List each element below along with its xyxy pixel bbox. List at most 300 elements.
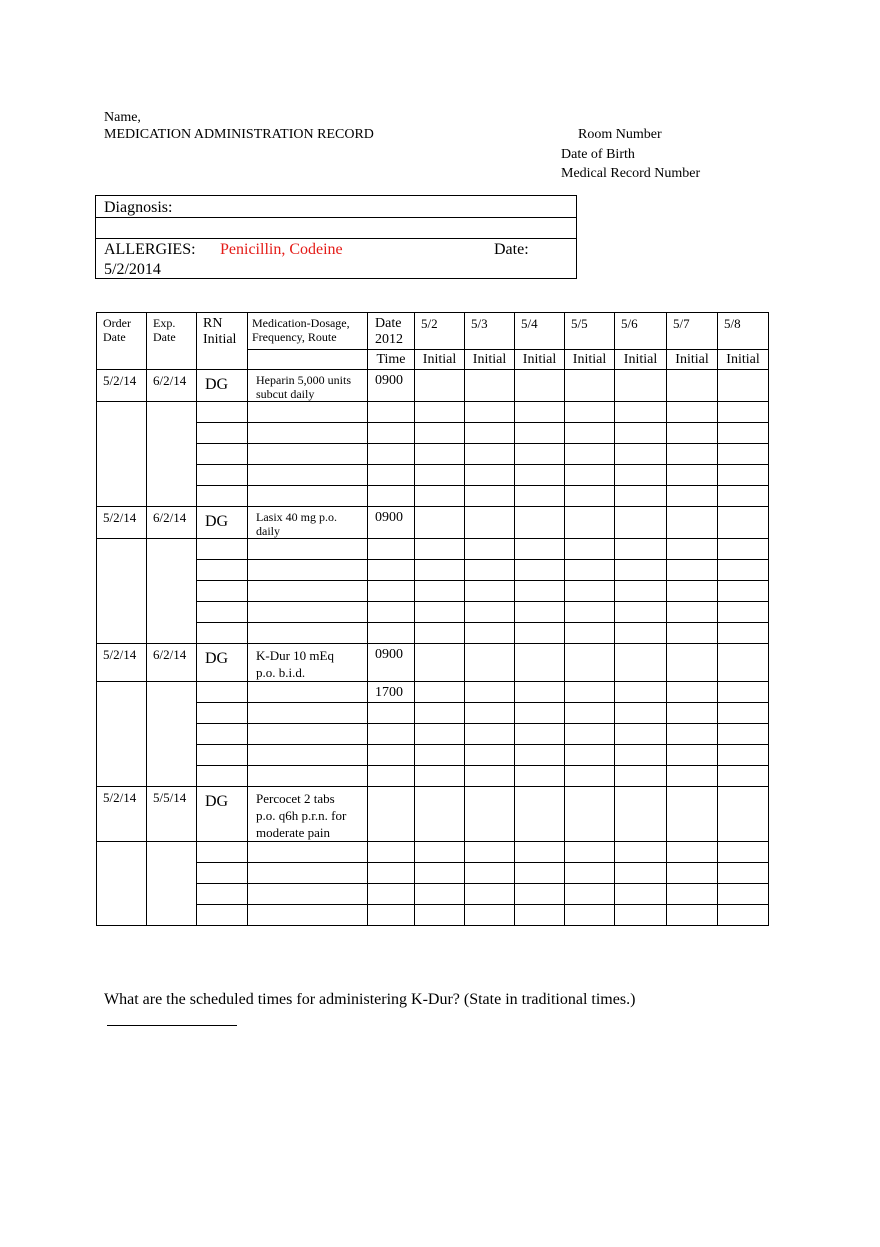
table-cell: [465, 766, 515, 787]
table-cell: [248, 745, 368, 766]
table-cell: [667, 787, 718, 842]
table-cell: [565, 602, 615, 623]
table-cell: [368, 623, 415, 644]
table-cell: [415, 724, 465, 745]
table-cell: [197, 863, 248, 884]
table-row: [97, 842, 769, 863]
table-cell: [415, 787, 465, 842]
table-row: [97, 863, 769, 884]
table-cell: [415, 745, 465, 766]
table-cell: [368, 486, 415, 507]
table-row: [97, 507, 769, 539]
table-cell: [565, 905, 615, 926]
table-cell: [718, 560, 769, 581]
table-cell: [97, 842, 147, 926]
table-cell: [415, 507, 465, 539]
table-cell: [515, 766, 565, 787]
question-text: What are the scheduled times for administering K-Dur? (State in traditional times.): [104, 991, 636, 1008]
table-row: [97, 444, 769, 465]
table-cell: [515, 444, 565, 465]
table-cell: [465, 623, 515, 644]
table-row: [97, 703, 769, 724]
table-cell: [197, 465, 248, 486]
table-cell: [718, 539, 769, 560]
table-cell: [368, 863, 415, 884]
table-cell: [667, 581, 718, 602]
table-cell: [415, 581, 465, 602]
table-cell: [615, 884, 667, 905]
table-cell: [465, 787, 515, 842]
table-cell: [248, 863, 368, 884]
table-row: [97, 644, 769, 682]
table-row: [97, 602, 769, 623]
table-cell: [147, 539, 197, 644]
table-cell: [615, 560, 667, 581]
table-cell: [415, 703, 465, 724]
table-cell: [718, 486, 769, 507]
table-cell: [368, 602, 415, 623]
table-cell: [197, 402, 248, 423]
table-row: [97, 423, 769, 444]
table-cell: [615, 644, 667, 682]
table-cell: [465, 745, 515, 766]
table-cell: [615, 507, 667, 539]
table-cell: [465, 465, 515, 486]
table-cell: [415, 560, 465, 581]
table-cell: [667, 745, 718, 766]
table-cell: [97, 539, 147, 644]
table-cell: [97, 682, 147, 787]
table-cell: [415, 766, 465, 787]
medication-cell: K-Dur 10 mEq p.o. b.i.d.: [248, 644, 368, 682]
table-cell: [565, 402, 615, 423]
table-cell: [718, 787, 769, 842]
table-cell: [415, 884, 465, 905]
allergies-label: ALLERGIES:: [104, 241, 196, 258]
initial-header: Initial: [465, 350, 515, 370]
table-cell: [667, 402, 718, 423]
table-cell: [465, 863, 515, 884]
medication-cell: Heparin 5,000 units subcut daily: [248, 370, 368, 402]
table-cell: [368, 884, 415, 905]
table-cell: [415, 539, 465, 560]
table-cell: [248, 682, 368, 703]
table-cell: [615, 745, 667, 766]
table-row: [97, 560, 769, 581]
table-cell: [667, 423, 718, 444]
table-cell: [565, 444, 615, 465]
table-cell: [368, 423, 415, 444]
order-date-cell: 5/2/14: [97, 370, 147, 402]
day-header: 5/8: [718, 313, 769, 350]
table-cell: [615, 402, 667, 423]
table-cell: [565, 766, 615, 787]
table-cell: [368, 724, 415, 745]
table-cell: [415, 423, 465, 444]
exp-date-cell: 5/5/14: [147, 787, 197, 842]
table-cell: [615, 602, 667, 623]
table-cell: [718, 703, 769, 724]
table-cell: [368, 745, 415, 766]
rn-initial-cell: DG: [197, 644, 248, 682]
table-cell: [515, 581, 565, 602]
table-cell: [197, 842, 248, 863]
table-cell: [248, 350, 368, 370]
table-row: [97, 724, 769, 745]
allergies-date-value: 5/2/2014: [104, 261, 161, 278]
medication-cell: Percocet 2 tabs p.o. q6h p.r.n. for moderate pain: [248, 787, 368, 842]
table-cell: [197, 444, 248, 465]
table-cell: [465, 560, 515, 581]
table-cell: [718, 884, 769, 905]
table-cell: [248, 766, 368, 787]
table-cell: [718, 402, 769, 423]
table-row: [97, 465, 769, 486]
table-cell: [368, 787, 415, 842]
table-cell: [515, 787, 565, 842]
header-row: [97, 313, 769, 350]
table-cell: [368, 402, 415, 423]
table-row: [97, 581, 769, 602]
table-cell: [565, 486, 615, 507]
initial-header: Initial: [515, 350, 565, 370]
order-date-cell: 5/2/14: [97, 787, 147, 842]
table-cell: [197, 724, 248, 745]
table-cell: [565, 507, 615, 539]
table-cell: [718, 682, 769, 703]
table-cell: [615, 486, 667, 507]
table-cell: [368, 766, 415, 787]
table-cell: [615, 766, 667, 787]
table-cell: [248, 402, 368, 423]
table-cell: [248, 423, 368, 444]
allergies-date-label: Date:: [494, 241, 529, 258]
table-cell: [415, 402, 465, 423]
table-cell: [97, 402, 147, 507]
table-cell: [465, 905, 515, 926]
table-cell: [667, 766, 718, 787]
table-cell: [515, 745, 565, 766]
table-cell: [615, 444, 667, 465]
table-cell: [515, 539, 565, 560]
table-cell: [415, 863, 465, 884]
table-cell: [615, 842, 667, 863]
table-cell: [465, 581, 515, 602]
initial-header: Initial: [565, 350, 615, 370]
table-cell: [248, 486, 368, 507]
table-cell: [667, 682, 718, 703]
table-cell: [615, 787, 667, 842]
table-cell: [147, 682, 197, 787]
table-cell: [515, 905, 565, 926]
table-cell: [465, 423, 515, 444]
table-cell: [565, 787, 615, 842]
table-cell: [615, 724, 667, 745]
table-cell: [615, 623, 667, 644]
table-cell: [565, 423, 615, 444]
table-cell: [368, 905, 415, 926]
table-cell: [515, 724, 565, 745]
table-cell: [515, 423, 565, 444]
table-cell: [248, 465, 368, 486]
exp-date-cell: 6/2/14: [147, 507, 197, 539]
table-cell: [465, 842, 515, 863]
table-cell: [718, 444, 769, 465]
table-row: [97, 539, 769, 560]
table-cell: [615, 905, 667, 926]
table-cell: [718, 766, 769, 787]
table-cell: [197, 602, 248, 623]
table-cell: [515, 560, 565, 581]
table-cell: [615, 423, 667, 444]
table-cell: [667, 602, 718, 623]
table-cell: [667, 905, 718, 926]
table-cell: [465, 444, 515, 465]
answer-blank[interactable]: [107, 1025, 237, 1026]
table-cell: [515, 644, 565, 682]
table-cell: [415, 623, 465, 644]
table-cell: [197, 884, 248, 905]
table-cell: [615, 682, 667, 703]
table-cell: [197, 745, 248, 766]
table-cell: [465, 402, 515, 423]
table-cell: [415, 370, 465, 402]
exp-date-cell: 6/2/14: [147, 370, 197, 402]
table-cell: [718, 905, 769, 926]
rn-initial-cell: DG: [197, 370, 248, 402]
table-cell: [565, 863, 615, 884]
table-cell: [718, 581, 769, 602]
allergies-value: Penicillin, Codeine: [220, 241, 343, 258]
table-cell: [368, 465, 415, 486]
table-cell: [565, 724, 615, 745]
table-cell: [718, 507, 769, 539]
table-cell: [667, 623, 718, 644]
table-cell: [415, 842, 465, 863]
table-cell: [718, 724, 769, 745]
table-cell: [248, 444, 368, 465]
table-cell: [197, 423, 248, 444]
table-row: [97, 745, 769, 766]
time-cell: 0900: [368, 370, 415, 402]
table-cell: [565, 539, 615, 560]
diagnosis-label: Diagnosis:: [104, 199, 173, 216]
table-cell: [667, 560, 718, 581]
table-cell: [667, 884, 718, 905]
table-cell: [565, 884, 615, 905]
day-header: 5/3: [465, 313, 515, 350]
table-cell: [197, 703, 248, 724]
table-cell: [197, 539, 248, 560]
initial-header: Initial: [718, 350, 769, 370]
diagnosis-row: [96, 196, 576, 218]
medication-header: Medication-Dosage, Frequency, Route: [248, 313, 368, 350]
table-cell: [515, 682, 565, 703]
table-cell: [718, 644, 769, 682]
time-cell: 1700: [368, 682, 415, 703]
table-cell: [515, 602, 565, 623]
table-cell: [615, 539, 667, 560]
table-cell: [515, 863, 565, 884]
table-cell: [667, 863, 718, 884]
table-row: [97, 787, 769, 842]
day-header: 5/5: [565, 313, 615, 350]
table-cell: [197, 560, 248, 581]
table-cell: [718, 602, 769, 623]
table-cell: [465, 602, 515, 623]
table-cell: [368, 539, 415, 560]
table-cell: [565, 644, 615, 682]
table-cell: [667, 703, 718, 724]
order-date-header: Order Date: [97, 313, 147, 370]
table-cell: [147, 842, 197, 926]
table-cell: [718, 863, 769, 884]
order-date-cell: 5/2/14: [97, 507, 147, 539]
patient-info-box: [95, 195, 577, 279]
table-cell: [248, 884, 368, 905]
date-year-header: Date 2012: [368, 313, 415, 350]
table-cell: [368, 444, 415, 465]
table-cell: [565, 581, 615, 602]
table-row: [97, 766, 769, 787]
table-cell: [565, 465, 615, 486]
time-header: Time: [368, 350, 415, 370]
table-cell: [465, 644, 515, 682]
exp-date-header: Exp. Date: [147, 313, 197, 370]
table-cell: [667, 644, 718, 682]
table-cell: [718, 423, 769, 444]
table-cell: [615, 370, 667, 402]
table-cell: [615, 581, 667, 602]
table-row: [97, 682, 769, 703]
table-cell: [515, 623, 565, 644]
rn-initial-cell: DG: [197, 507, 248, 539]
table-cell: [667, 370, 718, 402]
table-cell: [368, 560, 415, 581]
table-cell: [515, 486, 565, 507]
table-cell: [667, 486, 718, 507]
table-cell: [718, 623, 769, 644]
table-cell: [515, 370, 565, 402]
table-cell: [718, 465, 769, 486]
day-header: 5/7: [667, 313, 718, 350]
table-cell: [197, 905, 248, 926]
day-header: 5/4: [515, 313, 565, 350]
exp-date-cell: 6/2/14: [147, 644, 197, 682]
table-cell: [565, 370, 615, 402]
name-label: Name,: [104, 110, 141, 125]
table-cell: [565, 745, 615, 766]
table-cell: [248, 703, 368, 724]
page-title: MEDICATION ADMINISTRATION RECORD: [104, 127, 374, 142]
table-cell: [415, 465, 465, 486]
initial-header: Initial: [615, 350, 667, 370]
initial-header: Initial: [415, 350, 465, 370]
table-row: [97, 402, 769, 423]
table-row: [97, 486, 769, 507]
table-cell: [415, 682, 465, 703]
table-cell: [667, 507, 718, 539]
table-cell: [667, 444, 718, 465]
table-cell: [515, 465, 565, 486]
table-cell: [565, 703, 615, 724]
table-cell: [197, 682, 248, 703]
table-cell: [565, 682, 615, 703]
medication-cell: Lasix 40 mg p.o. daily: [248, 507, 368, 539]
table-row: [97, 905, 769, 926]
table-cell: [615, 465, 667, 486]
table-cell: [368, 703, 415, 724]
table-cell: [415, 644, 465, 682]
table-cell: [465, 884, 515, 905]
table-cell: [515, 842, 565, 863]
table-cell: [615, 863, 667, 884]
table-cell: [368, 842, 415, 863]
table-cell: [465, 370, 515, 402]
table-cell: [415, 905, 465, 926]
table-cell: [147, 402, 197, 507]
initial-header: Initial: [667, 350, 718, 370]
table-cell: [197, 766, 248, 787]
table-cell: [197, 623, 248, 644]
table-cell: [415, 486, 465, 507]
time-cell: 0900: [368, 507, 415, 539]
table-cell: [515, 402, 565, 423]
day-header: 5/2: [415, 313, 465, 350]
room-number-label: Room Number: [578, 127, 662, 142]
day-header: 5/6: [615, 313, 667, 350]
table-cell: [197, 581, 248, 602]
table-cell: [248, 724, 368, 745]
table-cell: [465, 724, 515, 745]
table-cell: [718, 842, 769, 863]
table-cell: [415, 444, 465, 465]
table-cell: [465, 486, 515, 507]
table-cell: [248, 581, 368, 602]
table-cell: [248, 539, 368, 560]
table-cell: [667, 465, 718, 486]
table-cell: [465, 507, 515, 539]
table-cell: [515, 507, 565, 539]
table-cell: [565, 623, 615, 644]
rn-initial-cell: DG: [197, 787, 248, 842]
medication-administration-table: [96, 312, 769, 926]
medical-record-number-label: Medical Record Number: [561, 166, 701, 181]
table-cell: [515, 884, 565, 905]
table-cell: [248, 623, 368, 644]
table-cell: [465, 682, 515, 703]
table-cell: [415, 602, 465, 623]
table-cell: [368, 581, 415, 602]
table-cell: [248, 842, 368, 863]
time-cell: 0900: [368, 644, 415, 682]
table-cell: [718, 745, 769, 766]
table-row: [97, 623, 769, 644]
rn-initial-header: RN Initial: [197, 313, 248, 370]
table-cell: [248, 905, 368, 926]
table-cell: [667, 724, 718, 745]
order-date-cell: 5/2/14: [97, 644, 147, 682]
table-cell: [565, 842, 615, 863]
table-cell: [465, 539, 515, 560]
table-cell: [248, 602, 368, 623]
date-of-birth-label: Date of Birth: [561, 147, 635, 162]
table-cell: [667, 539, 718, 560]
table-cell: [565, 560, 615, 581]
table-cell: [718, 370, 769, 402]
diagnosis-blank-row: [96, 218, 576, 239]
table-cell: [615, 703, 667, 724]
